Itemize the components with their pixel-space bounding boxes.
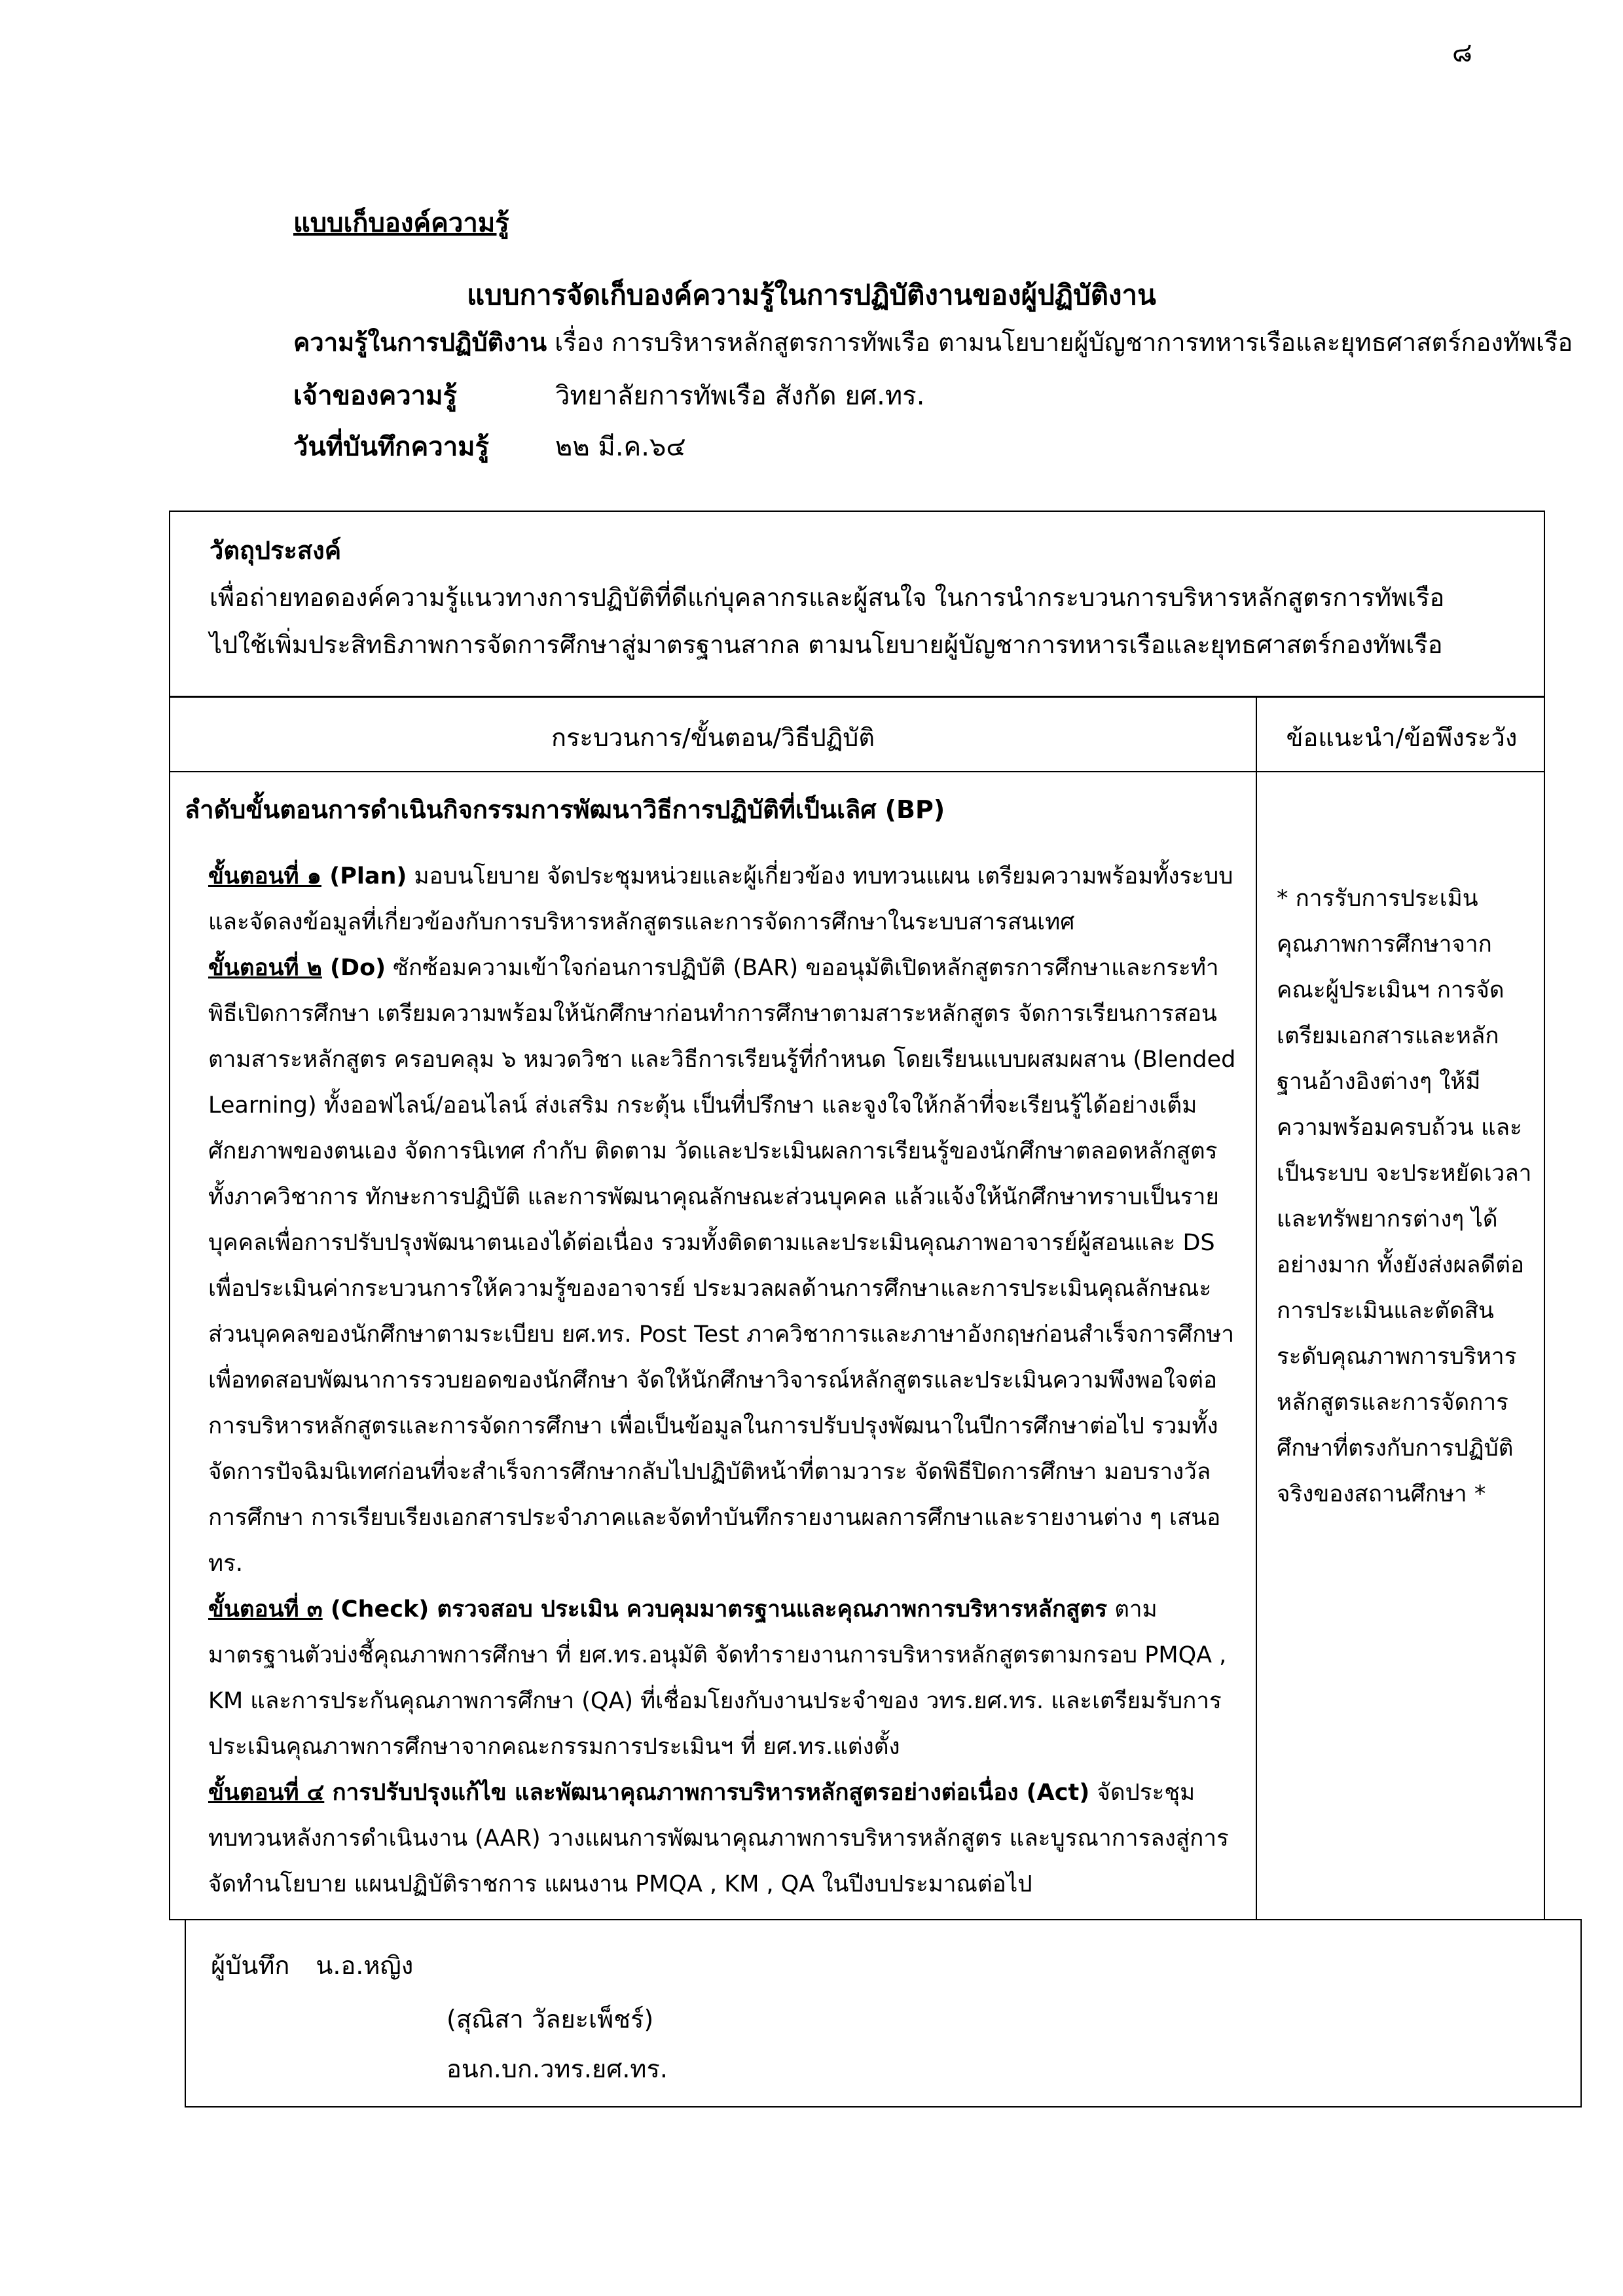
step-list	[208, 853, 1243, 1907]
advice-column-header: ข้อแนะนำ/ข้อพึงระวัง	[1286, 723, 1518, 752]
step-label: ขั้นตอนที่ ๔	[208, 1780, 325, 1806]
document-title: แบบการจัดเก็บองค์ความรู้ในการปฏิบัติงานของผู้ปฏิบัติงาน	[467, 279, 1156, 311]
step-text: มอบนโยบาย จัดประชุมหน่วยและผู้เกี่ยวข้อง ทบทวนแผน เตรียมความพร้อมทั้งระบบ และจัดลงข้อมูลที่เกี่ยวข้องกับการบริหารหลักสูตรและการจัดการศึกษาในระบบสารสนเทศ	[208, 863, 1233, 935]
step-text: ซักซ้อมความเข้าใจก่อนการปฏิบัติ (BAR) ขออนุมัติเปิดหลักสูตรการศึกษาและกระทำพิธีเปิดการศึกษา เตรียมความพร้อมให้นักศึกษาก่อนทำการศึกษาตามสาระหลักสูตร จัดการเรียนการสอนตามสาระหลักสูตร ครอบคลุม ๖ หมวดวิชา และวิธีการเรียนรู้ที่กำหนด โดยเรียนแบบผสมผสาน (Blended Learning) ทั้งออฟไลน์/ออนไลน์ ส่งเสริม กระตุ้น เป็นที่ปรึกษา และจูงใจให้กล้าที่จะเรียนรู้ได้อย่างเต็มศักยภาพของตนเอง จัดการนิเทศ กำกับ ติดตาม วัดและประเมินผลการเรียนรู้ของนักศึกษาตลอดหลักสูตร ทั้งภาควิชาการ ทักษะการปฏิบัติ และการพัฒนาคุณลักษณะส่วนบุคคล แล้วแจ้งให้นักศึกษาทราบเป็นรายบุคคลเพื่อการปรับปรุงพัฒนาตนเองได้ต่อเนื่อง รวมทั้งติดตามและประเมินคุณภาพอาจารย์ผู้สอนและ DS เพื่อประเมินค่ากระบวนการให้ความรู้ของอาจารย์ ประมวลผลด้านการศึกษาและการประเมินคุณลักษณะส่วนบุคคลของนักศึกษาตามระเบียบ ยศ.ทร. Post Test ภาควิชาการและภาษาอังกฤษก่อนสำเร็จการศึกษา เพื่อทดสอบพัฒนาการรวบยอดของนักศึกษา จัดให้นักศึกษาวิจารณ์หลักสูตรและประเมินความพึงพอใจต่อการบริหารหลักสูตรและการจัดการศึกษา เพื่อเป็นข้อมูลในการปรับปรุงพัฒนาในปีการศึกษาต่อไป รวมทั้งจัดการปัจฉิมนิเทศก่อนที่จะสำเร็จการศึกษากลับไปปฏิบัติหน้าที่ตามวาระ จัดพิธีปิดการศึกษา มอบรางวัลการศึกษา การเรียบเรียงเอกสารประจำภาคและจัดทำบันทึกรายงานผลการศึกษาและรายงานต่าง ๆ เสนอ ทร.	[208, 955, 1236, 1577]
advice-text: * การรับการประเมินคุณภาพการศึกษาจากคณะผู้ประเมินฯ การจัดเตรียมเอกสารและหลักฐานอ้างอิงต่างๆ ให้มีความพร้อมครบถ้วน และเป็นระบบ จะประหยัดเวลาและทรัพยากรต่างๆ ได้อย่างมาก ทั้งยังส่งผลดีต่อการประเมินและตัดสินระดับคุณภาพการบริหารหลักสูตรและการจัดการศึกษาที่ตรงกับการปฏิบัติจริงของสถานศึกษา *	[1277, 886, 1532, 1507]
bp-title: ลำดับขั้นตอนการดำเนินกิจกรรมการพัฒนาวิธีการปฏิบัติที่เป็นเลิศ (BP)	[185, 795, 945, 824]
recorder-name: (สุณิสา วัลยะเพ็ชร์)	[447, 2005, 654, 2034]
form-label: แบบเก็บองค์ความรู้	[293, 208, 509, 238]
knowledge-line	[293, 322, 1573, 362]
recorder-rank: น.อ.หญิง	[316, 1951, 414, 1980]
step-2	[208, 945, 1243, 1587]
recorder-label: ผู้บันทึก	[211, 1951, 290, 1980]
step-heading: การปรับปรุงแก้ไข และพัฒนาคุณภาพการบริหารหลักสูตรอย่างต่อเนื่อง (Act)	[324, 1780, 1090, 1806]
step-1	[208, 853, 1243, 945]
owner-value: วิทยาลัยการทัพเรือ สังกัด ยศ.ทร.	[555, 381, 925, 411]
record-date-label: วันที่บันทึกความรู้	[293, 432, 490, 462]
objective-box	[169, 511, 1545, 697]
step-text: ตามมาตรฐานตัวบ่งชี้คุณภาพการศึกษา ที่ ยศ.ทร.อนุมัติ จัดทำรายงานการบริหารหลักสูตรตามกรอบ PMQA , KM และการประกันคุณภาพการศึกษา (QA) ที่เชื่อมโยงกับงานประจำของ วทร.ยศ.ทร. และเตรียมรับการประเมินคุณภาพการศึกษาจากคณะกรรมการประเมินฯ ที่ ยศ.ทร.แต่งตั้ง	[208, 1596, 1227, 1760]
record-date-value: ๒๒ มี.ค.๖๔	[555, 432, 686, 462]
step-4	[208, 1770, 1243, 1907]
step-3	[208, 1587, 1243, 1770]
step-text: จัดประชุมทบทวนหลังการดำเนินงาน (AAR) วางแผนการพัฒนาคุณภาพการบริหารหลักสูตร และบูรณาการลงสู่การจัดทำนโยบาย แผนปฏิบัติราชการ แผนงาน PMQA , KM , QA ในปีงบประมาณต่อไป	[208, 1780, 1229, 1897]
knowledge-label: ความรู้ในการปฏิบัติงาน	[293, 328, 547, 357]
step-label: ขั้นตอนที่ ๑	[208, 863, 322, 889]
record-date-line	[293, 425, 686, 467]
step-heading: (Do)	[321, 955, 386, 981]
signature-box	[185, 1919, 1582, 2108]
process-column-header: กระบวนการ/ขั้นตอน/วิธีปฏิบัติ	[551, 723, 875, 752]
recorder-line	[211, 1945, 413, 1985]
step-label: ขั้นตอนที่ ๒	[208, 955, 322, 981]
header-divider	[170, 771, 1544, 772]
step-heading: (Plan)	[321, 863, 407, 889]
column-divider	[1256, 698, 1257, 1919]
process-table	[169, 696, 1545, 1920]
recorder-position: อนก.บก.วทร.ยศ.ทร.	[447, 2054, 668, 2083]
page-number: ๘	[1452, 38, 1472, 68]
objective-line-2: ไปใช้เพิ่มประสิทธิภาพการจัดการศึกษาสู่มาตรฐานสากล ตามนโยบายผู้บัญชาการทหารเรือและยุทธศาสตร์กองทัพเรือ	[210, 630, 1443, 659]
step-heading: (Check) ตรวจสอบ ประเมิน ควบคุมมาตรฐานและคุณภาพการบริหารหลักสูตร	[322, 1596, 1108, 1623]
owner-label: เจ้าของความรู้	[293, 381, 457, 411]
objective-heading: วัตถุประสงค์	[210, 536, 342, 565]
objective-line-1: เพื่อถ่ายทอดองค์ความรู้แนวทางการปฏิบัติที่ดีแก่บุคลากรและผู้สนใจ ในการนำกระบวนการบริหารหลักสูตรการทัพเรือ	[210, 583, 1445, 612]
knowledge-value: เรื่อง การบริหารหลักสูตรการทัพเรือ ตามนโยบายผู้บัญชาการทหารเรือและยุทธศาสตร์กองทัพเรือ	[547, 328, 1573, 357]
owner-line	[293, 374, 925, 416]
step-label: ขั้นตอนที่ ๓	[208, 1596, 323, 1623]
